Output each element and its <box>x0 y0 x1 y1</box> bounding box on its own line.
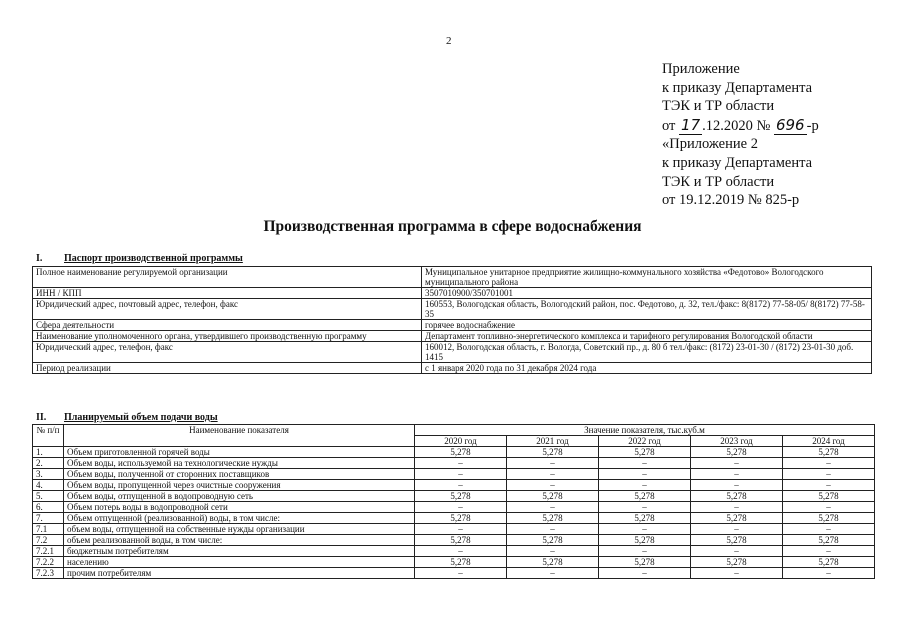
passport-key: Наименование уполномоченного органа, утвердившего производственную программу <box>33 331 422 342</box>
row-value: – <box>599 546 691 557</box>
row-number: 7.2.2 <box>33 557 64 568</box>
row-name: объем воды, отпущенной на собственные нужды организации <box>64 524 415 535</box>
row-value: 5,278 <box>783 557 875 568</box>
row-value: 5,278 <box>507 535 599 546</box>
row-name: Объем отпущенной (реализованной) воды, в том числе: <box>64 513 415 524</box>
row-value: 5,278 <box>415 491 507 502</box>
table-row <box>33 447 875 458</box>
row-value: – <box>783 568 875 579</box>
row-value: – <box>691 469 783 480</box>
order-date-rest: .12.2020 № <box>702 117 771 134</box>
row-value: 5,278 <box>599 447 691 458</box>
row-value: – <box>599 502 691 513</box>
passport-value: горячее водоснабжение <box>422 320 872 331</box>
appendix-line: «Приложение 2 <box>662 136 758 153</box>
year-header: 2023 год <box>691 436 783 447</box>
order-prefix: от <box>662 117 676 134</box>
table-row <box>33 480 875 491</box>
order-suffix: -р <box>806 117 819 134</box>
year-header: 2022 год <box>599 436 691 447</box>
row-value: – <box>415 469 507 480</box>
row-value: – <box>599 568 691 579</box>
row-value: – <box>599 524 691 535</box>
column-header-value: Значение показателя, тыс.куб.м <box>415 425 875 436</box>
row-number: 7. <box>33 513 64 524</box>
row-name: населению <box>64 557 415 568</box>
row-value: – <box>599 458 691 469</box>
row-value: 5,278 <box>507 513 599 524</box>
row-name: Объем воды, полученной от сторонних поставщиков <box>64 469 415 480</box>
row-value: – <box>783 524 875 535</box>
row-value: 5,278 <box>599 491 691 502</box>
row-number: 6. <box>33 502 64 513</box>
column-header-number: № п/п <box>33 425 64 447</box>
table-row <box>33 535 875 546</box>
passport-value: Департамент топливно-энергетического комплекса и тарифного регулирования Вологодской области <box>422 331 872 342</box>
appendix-header <box>662 60 819 210</box>
table-row <box>33 546 875 557</box>
row-value: 5,278 <box>507 491 599 502</box>
table-row <box>33 502 875 513</box>
appendix-line: Приложение <box>662 61 740 77</box>
row-value: – <box>507 546 599 557</box>
row-number: 7.2 <box>33 535 64 546</box>
passport-row <box>33 320 872 331</box>
table-row <box>33 557 875 568</box>
row-value: 5,278 <box>691 557 783 568</box>
passport-row <box>33 342 872 363</box>
row-value: – <box>783 480 875 491</box>
row-value: – <box>783 458 875 469</box>
column-header-name: Наименование показателя <box>64 425 415 447</box>
row-value: – <box>691 458 783 469</box>
section-number: II. <box>36 412 47 423</box>
row-value: – <box>507 480 599 491</box>
passport-row <box>33 363 872 374</box>
row-name: прочим потребителям <box>64 568 415 579</box>
appendix-line: ТЭК и ТР области <box>662 173 775 190</box>
row-number: 3. <box>33 469 64 480</box>
section-2-heading <box>36 412 218 423</box>
row-value: 5,278 <box>415 513 507 524</box>
year-header: 2021 год <box>507 436 599 447</box>
row-name: Объем воды, пропущенной через очистные сооружения <box>64 480 415 491</box>
row-value: – <box>415 502 507 513</box>
order-date-line <box>662 116 819 136</box>
passport-value: 3507010900/350701001 <box>422 288 872 299</box>
row-value: 5,278 <box>415 535 507 546</box>
passport-row <box>33 299 872 320</box>
table-row <box>33 513 875 524</box>
appendix-line: от 19.12.2019 № 825-р <box>662 192 800 209</box>
row-value: – <box>507 524 599 535</box>
row-number: 7.2.3 <box>33 568 64 579</box>
document-title: Производственная программа в сфере водоснабжения <box>263 218 642 235</box>
row-name: бюджетным потребителям <box>64 546 415 557</box>
passport-key: ИНН / КПП <box>33 288 422 299</box>
row-value: 5,278 <box>415 557 507 568</box>
row-value: – <box>691 480 783 491</box>
row-value: 5,278 <box>507 447 599 458</box>
row-name: Объем потерь воды в водопроводной сети <box>64 502 415 513</box>
row-value: 5,278 <box>415 447 507 458</box>
section-number: I. <box>36 253 43 264</box>
volume-table <box>32 424 875 579</box>
row-value: 5,278 <box>691 447 783 458</box>
handwritten-order-number: 696 <box>775 115 805 134</box>
row-value: – <box>783 546 875 557</box>
row-value: – <box>599 480 691 491</box>
row-number: 2. <box>33 458 64 469</box>
row-value: – <box>599 469 691 480</box>
appendix-line: к приказу Департамента <box>662 154 813 171</box>
passport-row <box>33 331 872 342</box>
table-row <box>33 568 875 579</box>
row-name: объем реализованной воды, в том числе: <box>64 535 415 546</box>
row-value: – <box>691 524 783 535</box>
passport-key: Полное наименование регулируемой организации <box>33 267 422 288</box>
row-value: 5,278 <box>599 513 691 524</box>
row-value: 5,278 <box>599 535 691 546</box>
section-title: Планируемый объем подачи воды <box>64 412 218 423</box>
row-value: – <box>415 546 507 557</box>
page-number: 2 <box>446 35 452 47</box>
row-value: – <box>507 568 599 579</box>
table-row <box>33 524 875 535</box>
appendix-line: ТЭК и ТР области <box>662 98 775 115</box>
row-number: 7.2.1 <box>33 546 64 557</box>
row-value: – <box>507 469 599 480</box>
passport-key: Юридический адрес, телефон, факс <box>33 342 422 363</box>
row-number: 5. <box>33 491 64 502</box>
passport-key: Юридический адрес, почтовый адрес, телефон, факс <box>33 299 422 320</box>
section-1-heading <box>36 253 243 264</box>
row-value: – <box>507 502 599 513</box>
row-value: – <box>783 502 875 513</box>
row-value: – <box>691 546 783 557</box>
passport-key: Сфера деятельности <box>33 320 422 331</box>
row-value: 5,278 <box>691 513 783 524</box>
passport-value: с 1 января 2020 года по 31 декабря 2024 года <box>422 363 872 374</box>
row-value: 5,278 <box>783 447 875 458</box>
row-value: 5,278 <box>783 491 875 502</box>
handwritten-day: 17 <box>681 115 701 134</box>
row-name: Объем воды, используемой на технологические нужды <box>64 458 415 469</box>
passport-value: 160553, Вологодская область, Вологодский район, пос. Федотово, д. 32, тел./факс: 8(8172) 77-58-05/ 8(8172) 77-58-35 <box>422 299 872 320</box>
row-number: 1. <box>33 447 64 458</box>
row-value: – <box>691 502 783 513</box>
row-value: – <box>415 568 507 579</box>
passport-value: Муниципальное унитарное предприятие жилищно-коммунального хозяйства «Федотово» Вологодского муниципального района <box>422 267 872 288</box>
year-header: 2020 год <box>415 436 507 447</box>
appendix-line: к приказу Департамента <box>662 79 813 96</box>
section-title: Паспорт производственной программы <box>64 253 243 264</box>
row-value: – <box>415 524 507 535</box>
row-value: 5,278 <box>783 513 875 524</box>
passport-key: Период реализации <box>33 363 422 374</box>
passport-value: 160012, Вологодская область, г. Вологда, Советский пр., д. 80 б тел./факс: (8172) 23-01-30 / (8172) 23-01-30 доб. 1415 <box>422 342 872 363</box>
row-value: – <box>415 458 507 469</box>
row-value: – <box>691 568 783 579</box>
row-value: 5,278 <box>507 557 599 568</box>
row-name: Объем воды, отпущенной в водопроводную сеть <box>64 491 415 502</box>
table-row <box>33 469 875 480</box>
row-value: 5,278 <box>691 491 783 502</box>
year-header: 2024 год <box>783 436 875 447</box>
table-row <box>33 458 875 469</box>
row-value: 5,278 <box>783 535 875 546</box>
row-value: 5,278 <box>599 557 691 568</box>
row-value: – <box>507 458 599 469</box>
row-name: Объем приготовленной горячей воды <box>64 447 415 458</box>
row-value: – <box>415 480 507 491</box>
passport-row <box>33 267 872 288</box>
passport-table <box>32 266 872 374</box>
passport-row <box>33 288 872 299</box>
row-value: – <box>783 469 875 480</box>
row-number: 7.1 <box>33 524 64 535</box>
table-row <box>33 491 875 502</box>
row-value: 5,278 <box>691 535 783 546</box>
row-number: 4. <box>33 480 64 491</box>
